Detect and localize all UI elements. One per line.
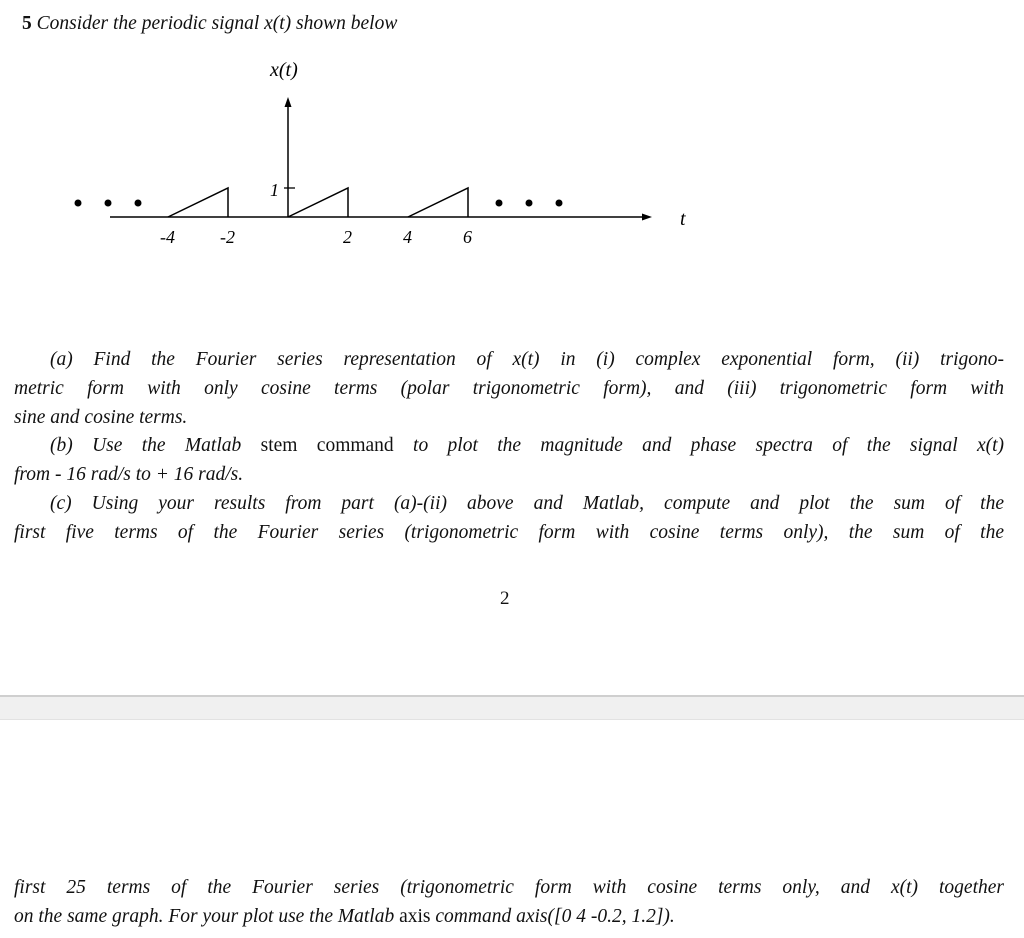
part-a-line1: (a) Find the Fourier series representation of x(t) in (i) complex exponential form, (ii) trigono- — [50, 349, 1004, 370]
tick-label: 6 — [463, 227, 472, 247]
stem-command: stem command — [260, 435, 394, 456]
part-b-text: (b) Use the Matlab — [50, 435, 242, 456]
amp-label: 1 — [270, 180, 279, 200]
tick-label: -2 — [220, 227, 235, 247]
part-b-line1 — [50, 434, 1004, 458]
y-axis-arrow — [285, 97, 292, 107]
problem-intro: Consider the periodic signal x(t) shown below — [36, 13, 398, 34]
problem-number: 5 — [22, 13, 32, 34]
ramp-period-1 — [408, 188, 468, 217]
part-a-line3: sine and cosine terms. — [14, 407, 188, 428]
page-separator — [0, 695, 1024, 720]
page-number: 2 — [500, 588, 510, 609]
part-b-text: to plot the magnitude and phase spectra of the signal x(t) — [413, 435, 1005, 456]
y-axis-label: x(t) — [270, 59, 298, 81]
tick-label: 2 — [343, 227, 352, 247]
part-c-line2: first five terms of the Fourier series (trigonometric form with cosine terms only), the sum of the — [14, 522, 1004, 543]
ellipsis-left — [75, 200, 142, 207]
part-c-line1: (c) Using your results from part (a)-(ii) above and Matlab, compute and plot the sum of the — [50, 493, 1004, 514]
ramp-period-neg1 — [168, 188, 228, 217]
t-axis-arrow — [642, 214, 652, 221]
ellipsis-right — [496, 200, 563, 207]
problem-statement — [22, 12, 1012, 36]
tick-label: -4 — [160, 227, 175, 247]
signal-figure — [0, 40, 720, 260]
part-c-line4 — [14, 905, 1004, 929]
ramp-period-0 — [288, 188, 348, 217]
part-a-line2: metric form with only cosine terms (polar trigonometric form), and (iii) trigonometric form with — [14, 378, 1004, 399]
axis-command: axis — [399, 906, 431, 927]
x-axis-label: t — [680, 208, 686, 230]
tick-label: 4 — [403, 227, 412, 247]
part-b-line2: from - 16 rad/s to + 16 rad/s. — [14, 464, 244, 485]
part-c-text: command axis([0 4 -0.2, 1.2]). — [435, 906, 675, 927]
part-c-line3: first 25 terms of the Fourier series (trigonometric form with cosine terms only, and x(t) together — [14, 877, 1004, 898]
part-c-text: on the same graph. For your plot use the Matlab — [14, 906, 395, 927]
